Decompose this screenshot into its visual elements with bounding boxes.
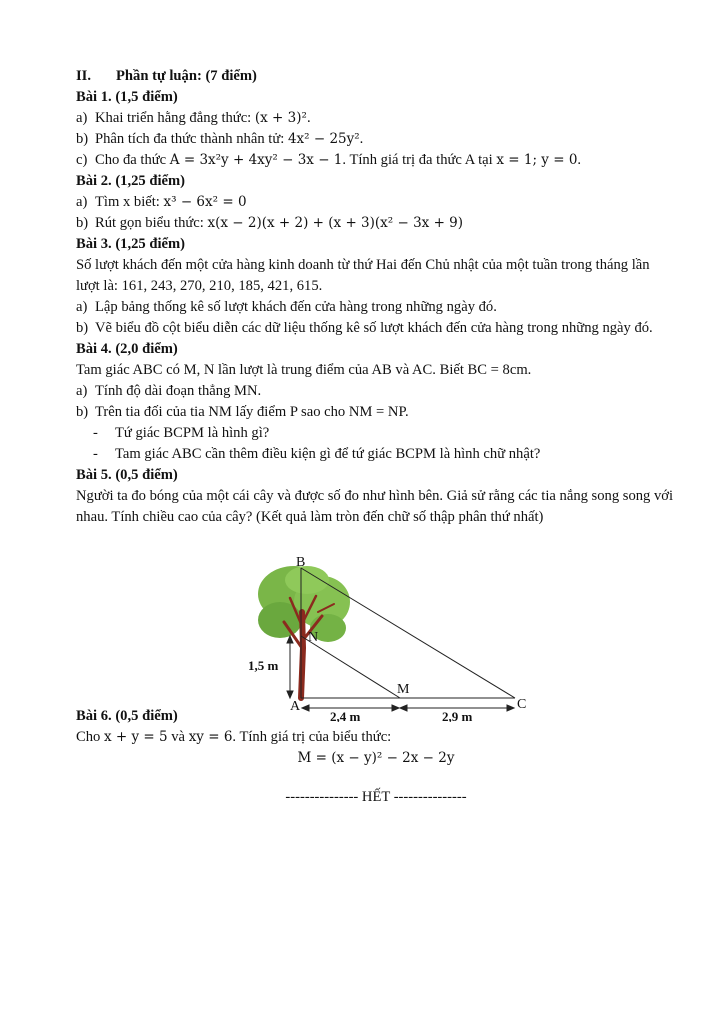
end-marker: --------------- HẾT --------------- bbox=[285, 789, 467, 805]
item-text: Phân tích đa thức thành nhân tử: bbox=[95, 131, 288, 147]
bai1-a bbox=[76, 108, 676, 129]
section-title: Phần tự luận: (7 điểm) bbox=[116, 68, 257, 84]
bai2-heading: Bài 2. (1,25 điểm) bbox=[76, 173, 186, 189]
item-end: . bbox=[577, 152, 582, 168]
math-expression: x + y = 5 bbox=[103, 729, 168, 745]
item-label: a) bbox=[76, 110, 88, 126]
label-am: 2,4 m bbox=[330, 709, 361, 722]
bai4-b2 bbox=[76, 444, 676, 465]
section-roman: II. bbox=[76, 68, 92, 84]
bai4-b bbox=[76, 402, 676, 423]
math-expression: 4x² − 25y² bbox=[287, 131, 360, 147]
label-M: M bbox=[397, 682, 410, 697]
item-text: Tứ giác BCPM là hình gì? bbox=[115, 425, 270, 441]
dash-bullet: - bbox=[93, 425, 98, 441]
item-text: Cho bbox=[76, 729, 104, 745]
math-expression: A = 3x²y + 4xy² − 3x − 1 bbox=[169, 152, 343, 168]
bai1-c bbox=[76, 150, 676, 171]
bai2-a bbox=[76, 192, 676, 213]
item-text: . Tính giá trị đa thức A tại bbox=[342, 152, 497, 168]
item-text: Khai triển hằng đẳng thức: bbox=[95, 110, 255, 126]
segment-NM bbox=[301, 636, 400, 698]
item-text: Rút gọn biểu thức: bbox=[95, 215, 208, 231]
math-expression: (x + 3)² bbox=[254, 110, 307, 126]
item-text: và bbox=[167, 729, 189, 745]
bai6-formula: M = (x − y)² − 2x − 2y bbox=[297, 750, 455, 766]
bai4-intro: Tam giác ABC có M, N lần lượt là trung điểm của AB và AC. Biết BC = 8cm. bbox=[76, 362, 532, 378]
item-end: . bbox=[359, 131, 364, 147]
bai6-heading: Bài 6. (0,5 điểm) bbox=[76, 708, 178, 724]
height-arrow bbox=[287, 636, 293, 698]
math-expression: xy = 6 bbox=[188, 729, 233, 745]
math-expression: x³ − 6x² = 0 bbox=[163, 194, 247, 210]
tree-shadow-figure bbox=[232, 552, 532, 722]
item-label: c) bbox=[76, 152, 88, 168]
item-text: Tam giác ABC cần thêm điều kiện gì để tứ giác BCPM là hình chữ nhật? bbox=[115, 446, 541, 462]
item-label: b) bbox=[76, 404, 89, 420]
item-text: Tìm x biết: bbox=[95, 194, 164, 210]
bai3-b bbox=[76, 318, 676, 339]
item-label: b) bbox=[76, 131, 89, 147]
item-label: b) bbox=[76, 215, 89, 231]
bai3-heading: Bài 3. (1,25 điểm) bbox=[76, 236, 186, 252]
bai2-b bbox=[76, 213, 676, 234]
item-text: Cho đa thức bbox=[95, 152, 170, 168]
item-label: a) bbox=[76, 299, 88, 315]
label-B: B bbox=[296, 555, 306, 570]
label-C: C bbox=[517, 697, 527, 712]
bai1-b bbox=[76, 129, 676, 150]
label-A: A bbox=[290, 699, 301, 714]
item-label: a) bbox=[76, 194, 88, 210]
item-text: Lập bảng thống kê số lượt khách đến cửa hàng trong những ngày đó. bbox=[95, 299, 497, 315]
bai5-heading: Bài 5. (0,5 điểm) bbox=[76, 467, 178, 483]
item-text: . Tính giá trị của biểu thức: bbox=[232, 729, 392, 745]
label-N: N bbox=[308, 630, 319, 645]
item-text: Tính độ dài đoạn thẳng MN. bbox=[95, 383, 262, 399]
label-mc: 2,9 m bbox=[442, 709, 473, 722]
bai1-heading: Bài 1. (1,5 điểm) bbox=[76, 89, 178, 105]
bai4-heading: Bài 4. (2,0 điểm) bbox=[76, 341, 178, 357]
item-label: a) bbox=[76, 383, 88, 399]
item-text: Trên tia đối của tia NM lấy điểm P sao cho NM = NP. bbox=[95, 404, 409, 420]
bai5-intro: Người ta đo bóng của một cái cây và được số đo như hình bên. Giả sử rằng các tia nắng song song với nhau. Tính chiều cao của cây? (Kết quả làm tròn đến chữ số thập phân thứ nhất) bbox=[76, 488, 674, 525]
bai4-b1 bbox=[76, 423, 676, 444]
bai4-a bbox=[76, 381, 676, 402]
bai6-intro bbox=[76, 727, 676, 748]
section-heading bbox=[76, 66, 676, 87]
math-expression: x(x − 2)(x + 2) + (x + 3)(x² − 3x + 9) bbox=[207, 215, 464, 231]
dash-bullet: - bbox=[93, 446, 98, 462]
label-height: 1,5 m bbox=[248, 658, 279, 673]
bai3-a bbox=[76, 297, 676, 318]
item-text: Vẽ biểu đồ cột biểu diễn các dữ liệu thống kê số lượt khách đến cửa hàng trong những ngày đó. bbox=[95, 320, 653, 336]
item-label: b) bbox=[76, 320, 89, 336]
item-end: . bbox=[306, 110, 311, 126]
math-expression: x = 1; y = 0 bbox=[496, 152, 578, 168]
bai3-intro: Số lượt khách đến một cửa hàng kinh doanh từ thứ Hai đến Chủ nhật của một tuần trong tháng lần lượt là: 161, 243, 270, 210, 185, 421, 615. bbox=[76, 257, 650, 294]
